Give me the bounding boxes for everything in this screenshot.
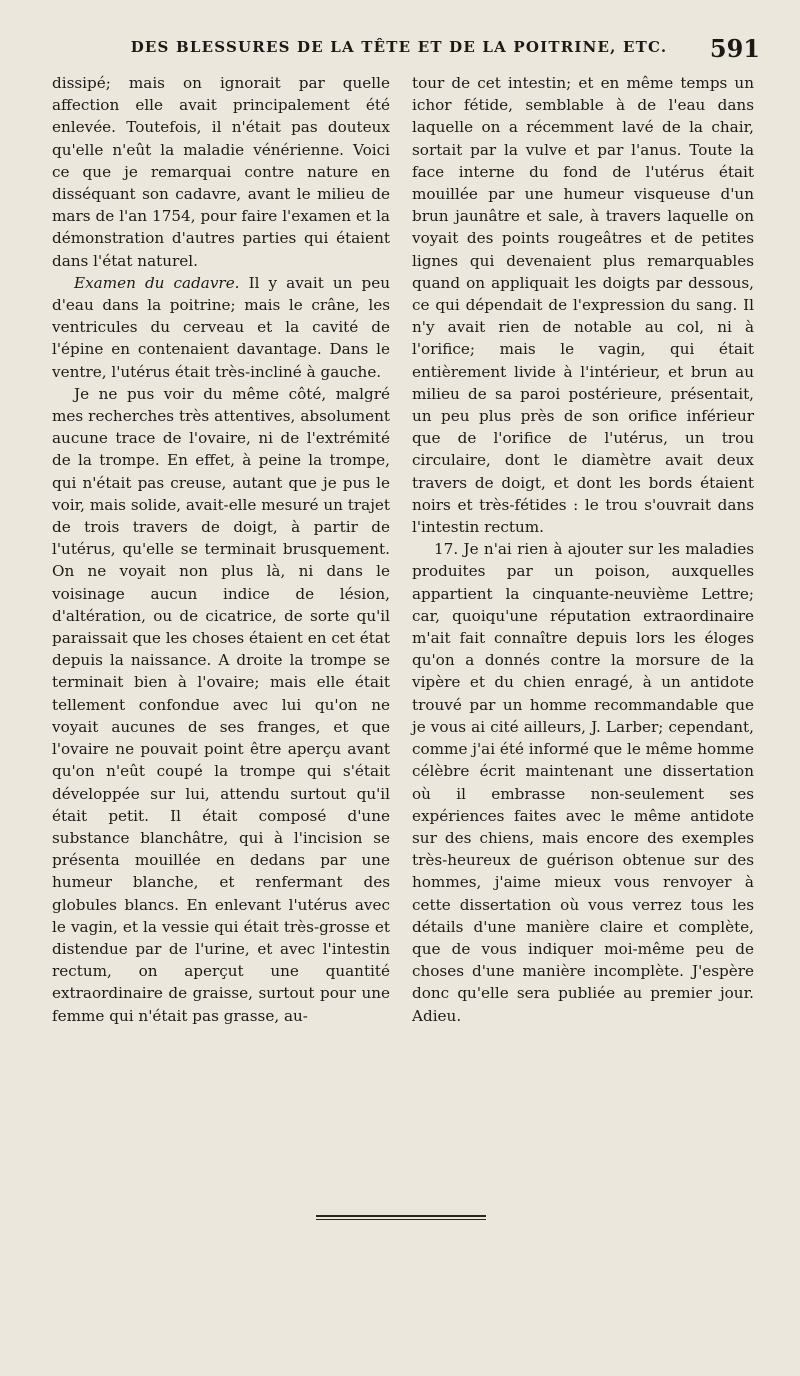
- left-column: [52, 72, 390, 1027]
- page-number: 591: [709, 34, 760, 63]
- paragraph: tour de cet intestin; et en même temps un ichor fétide, semblable à de l'eau dans laquelle on a récemment lavé de la chair, sortait par la vulve et par l'anus. Toute la face interne du fond de l'utérus était mouillée par une humeur visqueuse d'un brun jaunâtre et sale, à travers laquelle on voyait des points rougeâtres et de petites lignes qui devenaient plus remarquables quand on appliquait les doigts par dessous, ce qui dépendait de l'expression du sang. Il n'y avait rien de notable au col, ni à l'orifice; mais le vagin, qui était entièrement livide à l'intérieur, et brun au milieu de sa paroi postérieure, présentait, un peu plus près de son orifice inférieur que de l'orifice de l'utérus, un trou circulaire, dont le diamètre avait deux travers de doigt, et dont les bords étaient noirs et très-fétides : le trou s'ouvrait dans l'intestin rectum.: [412, 74, 754, 537]
- end-rule-thin: [316, 1219, 486, 1220]
- right-column: [412, 72, 754, 1027]
- section-heading: Examen du cadavre.: [74, 273, 240, 292]
- end-rule: [316, 1215, 486, 1217]
- page-header: [128, 34, 760, 64]
- paragraph: dissipé; mais on ignorait par quelle affection elle avait principalement été enlevée. Toutefois, il n'était pas douteux qu'elle n'eût la maladie vénérienne. Voici ce que je remarquai contre nature en disséquant son cadavre, avant le milieu de mars de l'an 1754, pour faire l'examen et la démonstration d'autres parties qui étaient dans l'état naturel.: [52, 74, 390, 270]
- paragraph-examen: [52, 272, 390, 383]
- paragraph: Je ne pus voir du même côté, malgré mes recherches très attentives, absolument aucune trace de l'ovaire, ni de l'extrémité de la trompe. En effet, à peine la trompe, qui n'était pas creuse, autant que je pus le voir, mais solide, avait-elle mesuré un trajet de trois travers de doigt, à partir de l'utérus, qu'elle se terminait brusquement. On ne voyait non plus là, ni dans le voisinage aucun indice de lésion, d'altération, ou de cicatrice, de sorte qu'il paraissait que les choses étaient en cet état depuis la naissance. A droite la trompe se terminait bien à l'ovaire; mais elle était tellement confondue avec lui qu'on ne voyait aucunes de ses franges, et que l'ovaire ne pouvait point être aperçu avant qu'on n'eût coupé la trompe qui s'était développée sur lui, attendu surtout qu'il était petit. Il était composé d'une substance blanchâtre, qui à l'incision se présenta mouillée en dedans par une humeur blanche, et renfermant des globules blancs. En enlevant l'utérus avec le vagin, et la vessie qui était très-grosse et distendue par de l'urine, et avec l'intestin rectum, on aperçut une quantité extraordinaire de graisse, surtout pour une femme qui n'était pas grasse, au-: [52, 384, 390, 1025]
- paragraph-17: 17. Je n'ai rien à ajouter sur les maladies produites par un poison, auxquelles appartient la cinquante-neuvième Lettre; car, quoiqu'une réputation extraordinaire m'ait fait connaître depuis lors les éloges qu'on a donnés contre la morsure de la vipère et du chien enragé, à un antidote trouvé par un homme recommandable que je vous ai cité ailleurs, J. Larber; cependant, comme j'ai été informé que le même homme célèbre écrit maintenant une dissertation où il embrasse non-seulement ses expériences faites avec le même antidote sur des chiens, mais encore des exemples très-heureux de guérison obtenue sur des hommes, j'aime mieux vous renvoyer à cette dissertation où vous verrez tous les détails d'une manière claire et complète, que de vous indiquer moi-même peu de choses d'une manière incomplète. J'espère donc qu'elle sera publiée au premier jour. Adieu.: [412, 540, 754, 1025]
- running-head: DES BLESSURES DE LA TÊTE ET DE LA POITRINE, ETC.: [130, 38, 668, 56]
- paragraph-text: Il y avait un peu d'eau dans la poitrine; mais le crâne, les ventricules du cerveau et la cavité de l'épine en contenaient davantage. Dans le ventre, l'utérus était très-incliné à gauche.: [52, 273, 391, 381]
